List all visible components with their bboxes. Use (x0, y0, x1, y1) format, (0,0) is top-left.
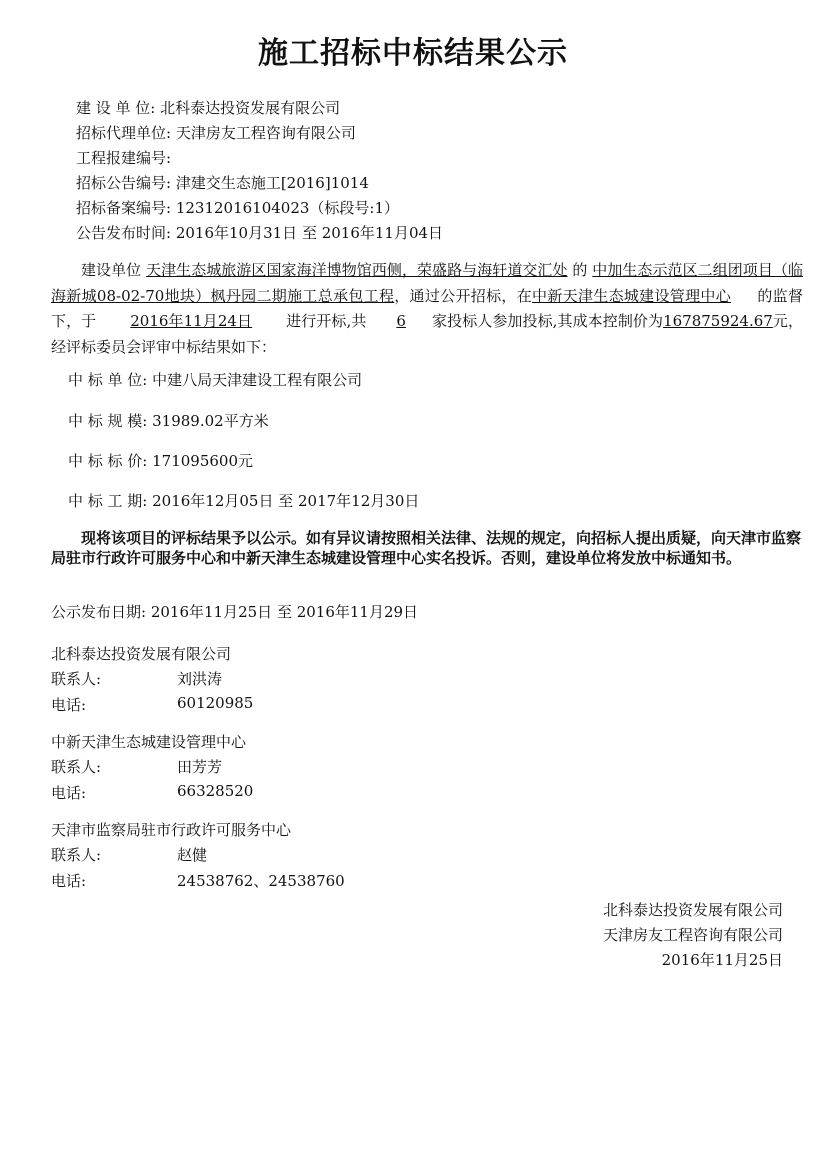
contact-phone-2: 66328520 (177, 782, 254, 800)
bidder-count: 6 (396, 312, 406, 330)
contact-org-3: 天津市监察局驻市行政许可服务中心 (51, 821, 292, 839)
contact-person-label: 联系人: (51, 846, 102, 864)
contact-phone-3: 24538762、24538760 (177, 872, 345, 890)
contact-person-row-2 (51, 756, 223, 777)
contact-person-row-3 (51, 844, 208, 865)
page-title: 施工招标中标结果公示 (258, 36, 568, 71)
intro-text-7: 元，经评标委员会评审中标结果如下： (51, 312, 803, 356)
notice-date: 公示发布日期: 2016年11月25日 至 2016年11月29日 (51, 603, 419, 621)
intro-text-5: 进行开标,共 (286, 312, 367, 330)
contact-person-2: 田芳芳 (177, 758, 223, 776)
project-name: 中加生态示范区二组团项目（临海新城08-02-70地块）枫丹园二期施工总承包工程 (51, 261, 803, 305)
builder-unit: 建 设 单 位: 北科泰达投资发展有限公司 (76, 99, 341, 117)
agent-unit: 招标代理单位: 天津房友工程咨询有限公司 (76, 124, 356, 142)
signature-date: 2016年11月25日 (661, 951, 783, 969)
intro-text-4: 的监督下，于 (51, 286, 803, 330)
award-winner: 中 标 单 位: 中建八局天津建设工程有限公司 (68, 371, 363, 389)
contact-person-row-1 (51, 668, 223, 689)
report-number: 工程报建编号: (76, 149, 172, 167)
contact-phone-label: 电话: (51, 784, 87, 802)
signature-org-1: 北科泰达投资发展有限公司 (602, 901, 783, 919)
project-info (76, 96, 443, 246)
control-price: 167875924.67 (663, 312, 773, 330)
signature-org-2: 天津房友工程咨询有限公司 (602, 926, 783, 944)
contact-person-1: 刘洪涛 (177, 670, 223, 688)
contact-org-1: 北科泰达投资发展有限公司 (51, 645, 232, 663)
objection-notice: 现将该项目的评标结果予以公示。如有异议请按照相关法律、法规的规定，向招标人提出质疑，向天津市监察局驻市行政许可服务中心和中新天津生态城建设管理中心实名投诉。否则，建设单位将发放中标通知书。 (51, 529, 802, 567)
record-number: 招标备案编号: 12312016104023（标段号:1） (76, 199, 400, 217)
contact-person-label: 联系人: (51, 670, 102, 688)
contact-phone-label: 电话: (51, 696, 87, 714)
contact-phone-row-3 (51, 870, 345, 891)
intro-text-3: ，通过公开招标，在 (394, 286, 533, 305)
intro-paragraph (51, 258, 803, 360)
contact-person-3: 赵健 (177, 846, 208, 864)
opening-date: 2016年11月24日 (130, 312, 253, 330)
contact-org-2: 中新天津生态城建设管理中心 (51, 733, 247, 751)
supervisor-name: 中新天津生态城建设管理中心 (532, 286, 732, 305)
builder-location: 天津生态城旅游区国家海洋博物馆西侧，荣盛路与海轩道交汇处 (146, 261, 568, 279)
award-scale: 中 标 规 模: 31989.02平方米 (68, 412, 269, 430)
publish-time: 公告发布时间: 2016年10月31日 至 2016年11月04日 (76, 224, 444, 242)
award-price: 中 标 标 价: 171095600元 (68, 452, 254, 470)
award-period: 中 标 工 期: 2016年12月05日 至 2017年12月30日 (68, 492, 420, 510)
intro-text-2: 的 (572, 261, 588, 279)
announcement-number: 招标公告编号: 津建交生态施工[2016]1014 (76, 174, 369, 192)
intro-text-6: 家投标人参加投标,其成本控制价为 (431, 312, 664, 330)
contact-phone-row-2 (51, 782, 254, 803)
contact-person-label: 联系人: (51, 758, 102, 776)
contact-phone-row-1 (51, 694, 254, 715)
contact-phone-1: 60120985 (177, 694, 254, 712)
contact-phone-label: 电话: (51, 872, 87, 890)
intro-text-1: 建设单位 (81, 261, 142, 279)
